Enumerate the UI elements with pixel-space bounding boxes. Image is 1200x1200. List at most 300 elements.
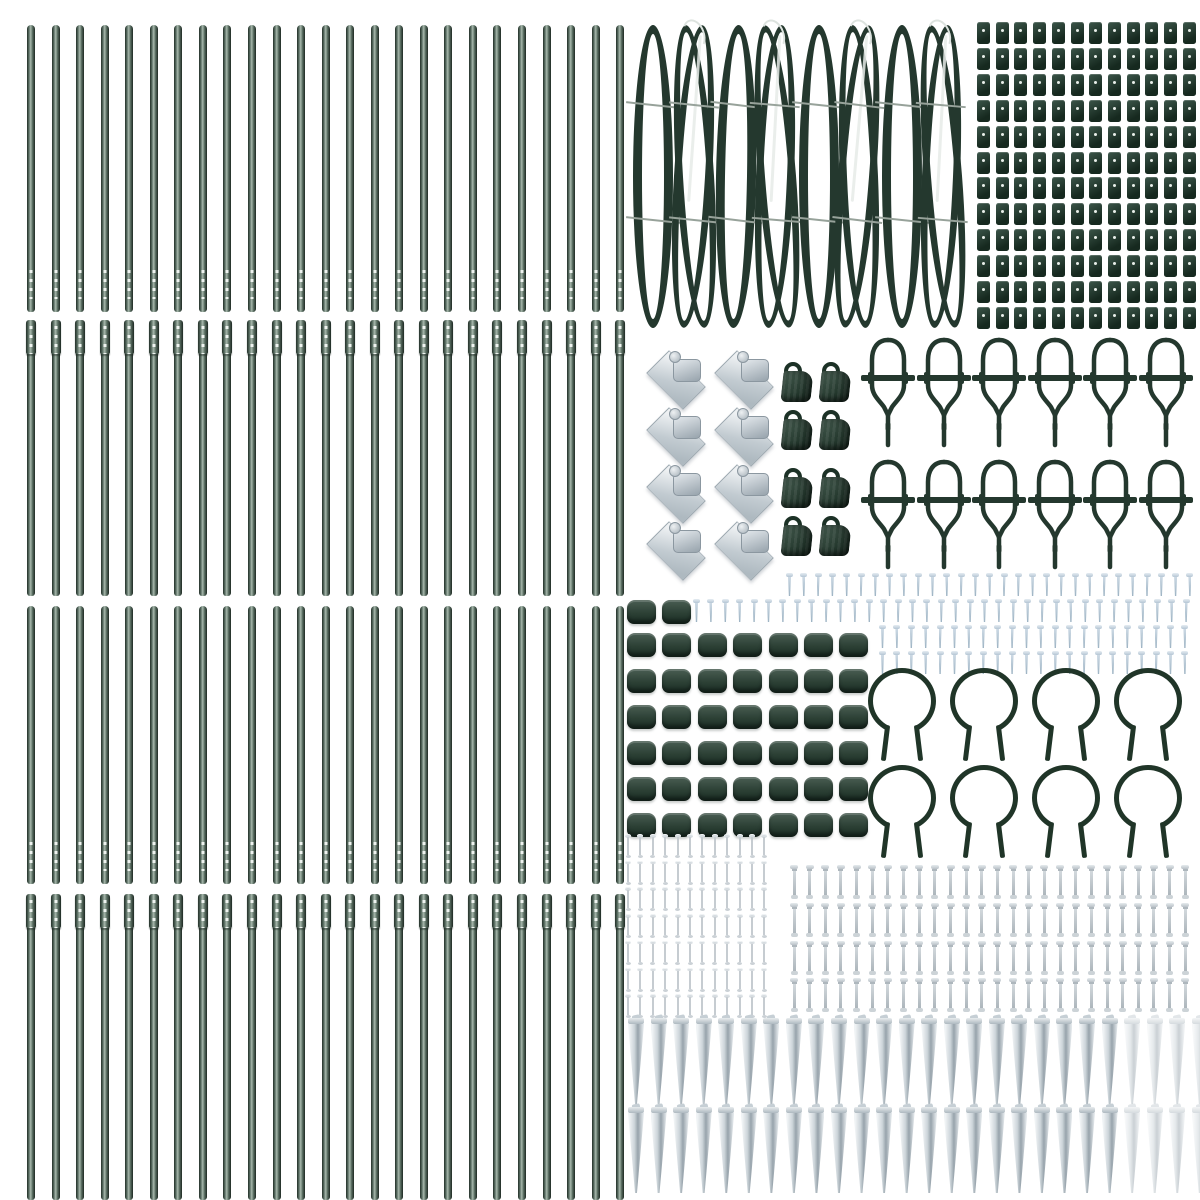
post-holes <box>521 900 524 928</box>
nail-tip <box>762 989 767 992</box>
spike-cone <box>1124 1113 1140 1193</box>
spike-head <box>1192 1018 1200 1024</box>
fence-post <box>297 320 305 596</box>
nail <box>749 914 755 938</box>
nail-tip <box>1041 895 1048 899</box>
clip-hole <box>1188 29 1191 32</box>
post-cap <box>627 777 656 801</box>
fence-clip <box>1183 48 1196 70</box>
fence-clip <box>1014 48 1027 70</box>
bolt-nail <box>884 865 892 899</box>
nail-shaft <box>627 917 629 935</box>
screw-head <box>972 573 979 577</box>
nail-tip <box>638 908 643 911</box>
post-holes <box>201 270 204 299</box>
fence-clip <box>1108 74 1121 96</box>
screw-head <box>951 625 958 629</box>
bolt-nail <box>978 865 986 899</box>
ground-spike <box>1168 1018 1186 1106</box>
clip-hole <box>1169 184 1172 187</box>
fence-post <box>346 606 354 884</box>
nail <box>662 994 668 1018</box>
fence-clip <box>1033 177 1046 199</box>
nail-shaft <box>793 947 796 971</box>
post-holes <box>619 326 622 354</box>
post-holes <box>79 326 82 354</box>
fence-clip <box>1014 100 1027 122</box>
fence-clip <box>1071 126 1084 148</box>
clip-hole <box>1001 107 1004 110</box>
post-holes <box>349 900 352 928</box>
clip-leg <box>1045 822 1054 858</box>
screw-shaft <box>911 603 914 622</box>
fence-post <box>493 25 501 312</box>
clip-hole <box>1132 314 1135 317</box>
nail <box>737 861 743 885</box>
fence-clip <box>977 255 990 277</box>
nail-tip <box>1088 971 1095 975</box>
nail-shaft <box>824 947 827 971</box>
spike-cone <box>741 1113 757 1193</box>
nail-shaft <box>902 984 905 1008</box>
screw-shaft <box>1088 577 1091 596</box>
fence-clip <box>1052 74 1065 96</box>
clip-ring-gap <box>889 724 915 736</box>
screw <box>1181 625 1188 649</box>
nail-shaft <box>793 871 796 895</box>
clip-hole <box>1057 107 1060 110</box>
ground-spike <box>920 1107 938 1195</box>
spike-head <box>921 1107 937 1113</box>
post-holes <box>373 842 376 871</box>
screw-head <box>1023 625 1030 629</box>
fence-clip <box>1071 281 1084 303</box>
nail-shaft <box>763 997 765 1015</box>
ground-spike <box>830 1107 848 1195</box>
post-cap <box>804 633 833 657</box>
nail <box>637 834 643 858</box>
nail-tip <box>750 935 755 938</box>
nail-shaft <box>751 864 753 882</box>
nail-shaft <box>1059 984 1062 1008</box>
bolt-nail <box>1103 978 1111 1012</box>
nail-tip <box>626 935 631 938</box>
nail-shaft <box>871 947 874 971</box>
bolt-nail <box>1025 865 1033 899</box>
clip-hole <box>1019 314 1022 317</box>
nail-tip <box>1182 1008 1189 1012</box>
spike-cone <box>831 1024 847 1104</box>
spike-cone <box>1102 1024 1118 1104</box>
nail-shaft <box>701 837 703 855</box>
fence-post <box>27 25 35 312</box>
post-cap <box>662 633 691 657</box>
nail-shaft <box>1059 871 1062 895</box>
screw <box>1086 573 1093 597</box>
screw-head <box>1037 625 1044 629</box>
fence-post <box>567 25 575 312</box>
clip-hole <box>1001 288 1004 291</box>
round-clip <box>868 668 938 762</box>
nail-tip <box>663 935 668 938</box>
screw-shaft <box>1026 603 1029 622</box>
nail <box>662 887 668 911</box>
nail-tip <box>791 895 798 899</box>
screw-shaft <box>967 629 970 648</box>
post-holes <box>471 900 474 928</box>
screw <box>786 573 793 597</box>
fence-post <box>125 606 133 884</box>
nail-shaft <box>677 917 679 935</box>
screw-shaft <box>825 603 828 622</box>
nail-tip <box>931 1008 938 1012</box>
ground-spike <box>853 1107 871 1195</box>
clip-hole <box>1076 55 1079 58</box>
clip-hole <box>1057 262 1060 265</box>
wire-coil <box>633 25 673 328</box>
nail-tip <box>675 908 680 911</box>
post-holes <box>398 270 401 299</box>
fence-post <box>199 606 207 884</box>
clip-hole <box>982 107 985 110</box>
screw <box>851 599 858 623</box>
fence-post <box>150 25 158 312</box>
clip-hole <box>1188 133 1191 136</box>
spike-head <box>808 1107 824 1113</box>
screw-head <box>1158 573 1165 577</box>
screw-head <box>1052 651 1059 655</box>
bolt-nail <box>1166 978 1174 1012</box>
wire-tensioner <box>1138 333 1194 451</box>
screw-head <box>1072 573 1079 577</box>
screw-shaft <box>881 629 884 648</box>
screw-shaft <box>831 577 834 596</box>
fence-post <box>223 25 231 312</box>
nail-shaft <box>808 909 811 933</box>
nail-tip <box>712 989 717 992</box>
screw-head <box>1009 651 1016 655</box>
clip-hole <box>1150 210 1153 213</box>
spike-cone <box>921 1113 937 1193</box>
nail-tip <box>762 882 767 885</box>
nail-shaft <box>739 971 741 989</box>
screw <box>1186 573 1193 597</box>
bolt-nail <box>962 978 970 1012</box>
nail-shaft <box>751 971 753 989</box>
nail <box>737 887 743 911</box>
clip-hole <box>1038 55 1041 58</box>
bolt-nail <box>868 941 876 975</box>
nail-shaft <box>793 984 796 1008</box>
bolt-nail <box>1056 903 1064 937</box>
clip-hole <box>1132 55 1135 58</box>
fence-clip <box>1183 255 1196 277</box>
spike-cone <box>718 1113 734 1193</box>
nail <box>749 834 755 858</box>
clip-hole <box>1113 184 1116 187</box>
bolt-nail <box>1072 941 1080 975</box>
nail-shaft <box>902 871 905 895</box>
clip-hole <box>1132 184 1135 187</box>
screw-head <box>736 599 743 603</box>
fence-clip <box>1033 307 1046 329</box>
round-clip <box>1114 765 1184 859</box>
post-holes <box>128 326 131 354</box>
screw <box>893 625 900 649</box>
post-holes <box>398 900 401 928</box>
nail-tip <box>1135 895 1142 899</box>
bolt-nail <box>806 941 814 975</box>
clip-hole <box>1076 184 1079 187</box>
round-clip <box>868 765 938 859</box>
spike-cone <box>696 1024 712 1104</box>
nail-tip <box>626 989 631 992</box>
screw-head <box>1181 651 1188 655</box>
nail-tip <box>675 989 680 992</box>
nail-shaft <box>886 909 889 933</box>
fence-post <box>444 606 452 884</box>
screw-shaft <box>1025 655 1028 674</box>
nail-tip <box>675 962 680 965</box>
screw <box>1082 599 1089 623</box>
nail-shaft <box>965 909 968 933</box>
nail-shaft <box>751 917 753 935</box>
clip-hole <box>1001 184 1004 187</box>
coil-ring <box>882 25 922 328</box>
screw-shaft <box>1074 577 1077 596</box>
bolt-nail <box>1009 865 1017 899</box>
nail-shaft <box>918 909 921 933</box>
screw-head <box>693 599 700 603</box>
fence-post <box>199 320 207 596</box>
fence-clip <box>1033 203 1046 225</box>
nail-tip <box>737 989 742 992</box>
spike-head <box>1056 1018 1072 1024</box>
nail-shaft <box>677 837 679 855</box>
post-cap <box>804 705 833 729</box>
nail-shaft <box>726 997 728 1015</box>
screw <box>722 599 729 623</box>
nail-tip <box>853 895 860 899</box>
ground-spike <box>1055 1018 1073 1106</box>
fence-post <box>248 25 256 312</box>
bolt-nail <box>915 903 923 937</box>
screw-head <box>1053 599 1060 603</box>
nail-tip <box>806 1008 813 1012</box>
nail-tip <box>1072 971 1079 975</box>
fence-clip <box>977 177 990 199</box>
clip-hole <box>1169 55 1172 58</box>
spike-cone <box>944 1113 960 1193</box>
screw <box>707 599 714 623</box>
clip-leg <box>1078 822 1087 858</box>
post-cap <box>769 741 798 765</box>
screw <box>923 599 930 623</box>
spike-cone <box>899 1024 915 1104</box>
post-holes <box>324 326 327 354</box>
nail-tip <box>1166 895 1173 899</box>
fence-post <box>223 894 231 1200</box>
nail-tip <box>869 1008 876 1012</box>
fence-clip <box>1089 126 1102 148</box>
clip-hole <box>1113 210 1116 213</box>
screw-head <box>1096 599 1103 603</box>
nail <box>650 968 656 992</box>
screw <box>1115 573 1122 597</box>
clip-hole <box>1001 81 1004 84</box>
clip-hole <box>1113 236 1116 239</box>
eyelet-body <box>780 525 813 556</box>
spike-cone <box>673 1024 689 1104</box>
fence-clip <box>996 229 1009 251</box>
fence-clip <box>1108 152 1121 174</box>
screw-head <box>779 599 786 603</box>
nail-shaft <box>639 864 641 882</box>
nail-tip <box>1166 971 1173 975</box>
screw-head <box>1066 625 1073 629</box>
fence-post <box>592 606 600 884</box>
post-holes <box>398 326 401 354</box>
clip-leg <box>914 822 923 858</box>
nail-tip <box>1025 933 1032 937</box>
fence-clip <box>977 100 990 122</box>
round-clip <box>950 668 1020 762</box>
fence-clip <box>1183 100 1196 122</box>
clip-hole <box>1076 236 1079 239</box>
nail-shaft <box>965 871 968 895</box>
nail-shaft <box>855 984 858 1008</box>
screw-shaft <box>1041 603 1044 622</box>
nail-shaft <box>1012 984 1015 1008</box>
fence-post <box>322 320 330 596</box>
clip-hole <box>1169 288 1172 291</box>
fence-clip <box>1127 307 1140 329</box>
nail-tip <box>963 933 970 937</box>
nail-shaft <box>886 947 889 971</box>
fence-clip <box>1052 22 1065 44</box>
nail-tip <box>688 882 693 885</box>
nail <box>662 914 668 938</box>
clip-hole <box>1132 29 1135 32</box>
post-holes <box>300 326 303 354</box>
nail-tip <box>963 895 970 899</box>
screw-shaft <box>1127 603 1130 622</box>
screw-head <box>923 599 930 603</box>
nail-tip <box>791 1008 798 1012</box>
spike-head <box>1034 1107 1050 1113</box>
screw-head <box>922 625 929 629</box>
clip-hole <box>1057 184 1060 187</box>
fence-clip <box>1052 307 1065 329</box>
nail <box>662 834 668 858</box>
fence-clip <box>1164 22 1177 44</box>
screw-shaft <box>1103 577 1106 596</box>
nail <box>687 914 693 938</box>
nail-shaft <box>689 917 691 935</box>
nail-tip <box>869 971 876 975</box>
nail-shaft <box>652 864 654 882</box>
post-holes <box>349 270 352 299</box>
screw-shaft <box>853 603 856 622</box>
nail <box>637 914 643 938</box>
wire-tensioner <box>916 333 972 451</box>
screw-head <box>952 599 959 603</box>
nail-shaft <box>1152 871 1155 895</box>
clip-hole <box>1188 236 1191 239</box>
screw-shaft <box>1156 603 1159 622</box>
clip-hole <box>1001 262 1004 265</box>
ground-spike <box>650 1107 668 1195</box>
fence-clip <box>1145 203 1158 225</box>
screw-head <box>1058 573 1065 577</box>
bolt-nail <box>1009 903 1017 937</box>
clip-hole <box>1076 262 1079 265</box>
nail-shaft <box>639 944 641 962</box>
bolt-nail <box>900 978 908 1012</box>
nail-shaft <box>933 984 936 1008</box>
ground-spike <box>875 1107 893 1195</box>
nail-tip <box>837 1008 844 1012</box>
post-holes <box>619 842 622 871</box>
nail-tip <box>947 1008 954 1012</box>
nail <box>724 834 730 858</box>
nail-tip <box>750 989 755 992</box>
screw <box>980 625 987 649</box>
nail-tip <box>650 989 655 992</box>
fence-post <box>616 320 624 596</box>
nail <box>675 914 681 938</box>
post-holes <box>373 326 376 354</box>
clip-leg <box>996 725 1005 761</box>
clip-hole <box>1001 55 1004 58</box>
spike-cone <box>854 1113 870 1193</box>
fence-clip <box>1183 229 1196 251</box>
nail-shaft <box>1012 909 1015 933</box>
clip-leg <box>1160 822 1169 858</box>
clip-hole <box>1094 55 1097 58</box>
nail-shaft <box>808 984 811 1008</box>
screw <box>1010 599 1017 623</box>
screw-shaft <box>902 577 905 596</box>
nail <box>724 968 730 992</box>
screw-head <box>922 651 929 655</box>
post-cap <box>698 669 727 693</box>
fence-post <box>27 894 35 1200</box>
nail-shaft <box>763 837 765 855</box>
mounting-plate <box>708 521 780 577</box>
clip-leg <box>1045 725 1054 761</box>
ground-spike <box>920 1018 938 1106</box>
post-holes <box>398 842 401 871</box>
nail-shaft <box>1137 909 1140 933</box>
ground-spike <box>717 1018 735 1106</box>
nail-shaft <box>726 864 728 882</box>
fence-post <box>395 894 403 1200</box>
screw-shaft <box>1174 577 1177 596</box>
nail-tip <box>1150 895 1157 899</box>
nail-tip <box>994 933 1001 937</box>
nail-shaft <box>1043 871 1046 895</box>
screw-shaft <box>939 629 942 648</box>
clip-hole <box>1094 133 1097 136</box>
nail-shaft <box>1090 871 1093 895</box>
nail-shaft <box>739 917 741 935</box>
screw <box>1124 625 1131 649</box>
screw-head <box>872 573 879 577</box>
eyelet-body <box>818 371 851 402</box>
nail-tip <box>650 855 655 858</box>
screw-head <box>829 573 836 577</box>
